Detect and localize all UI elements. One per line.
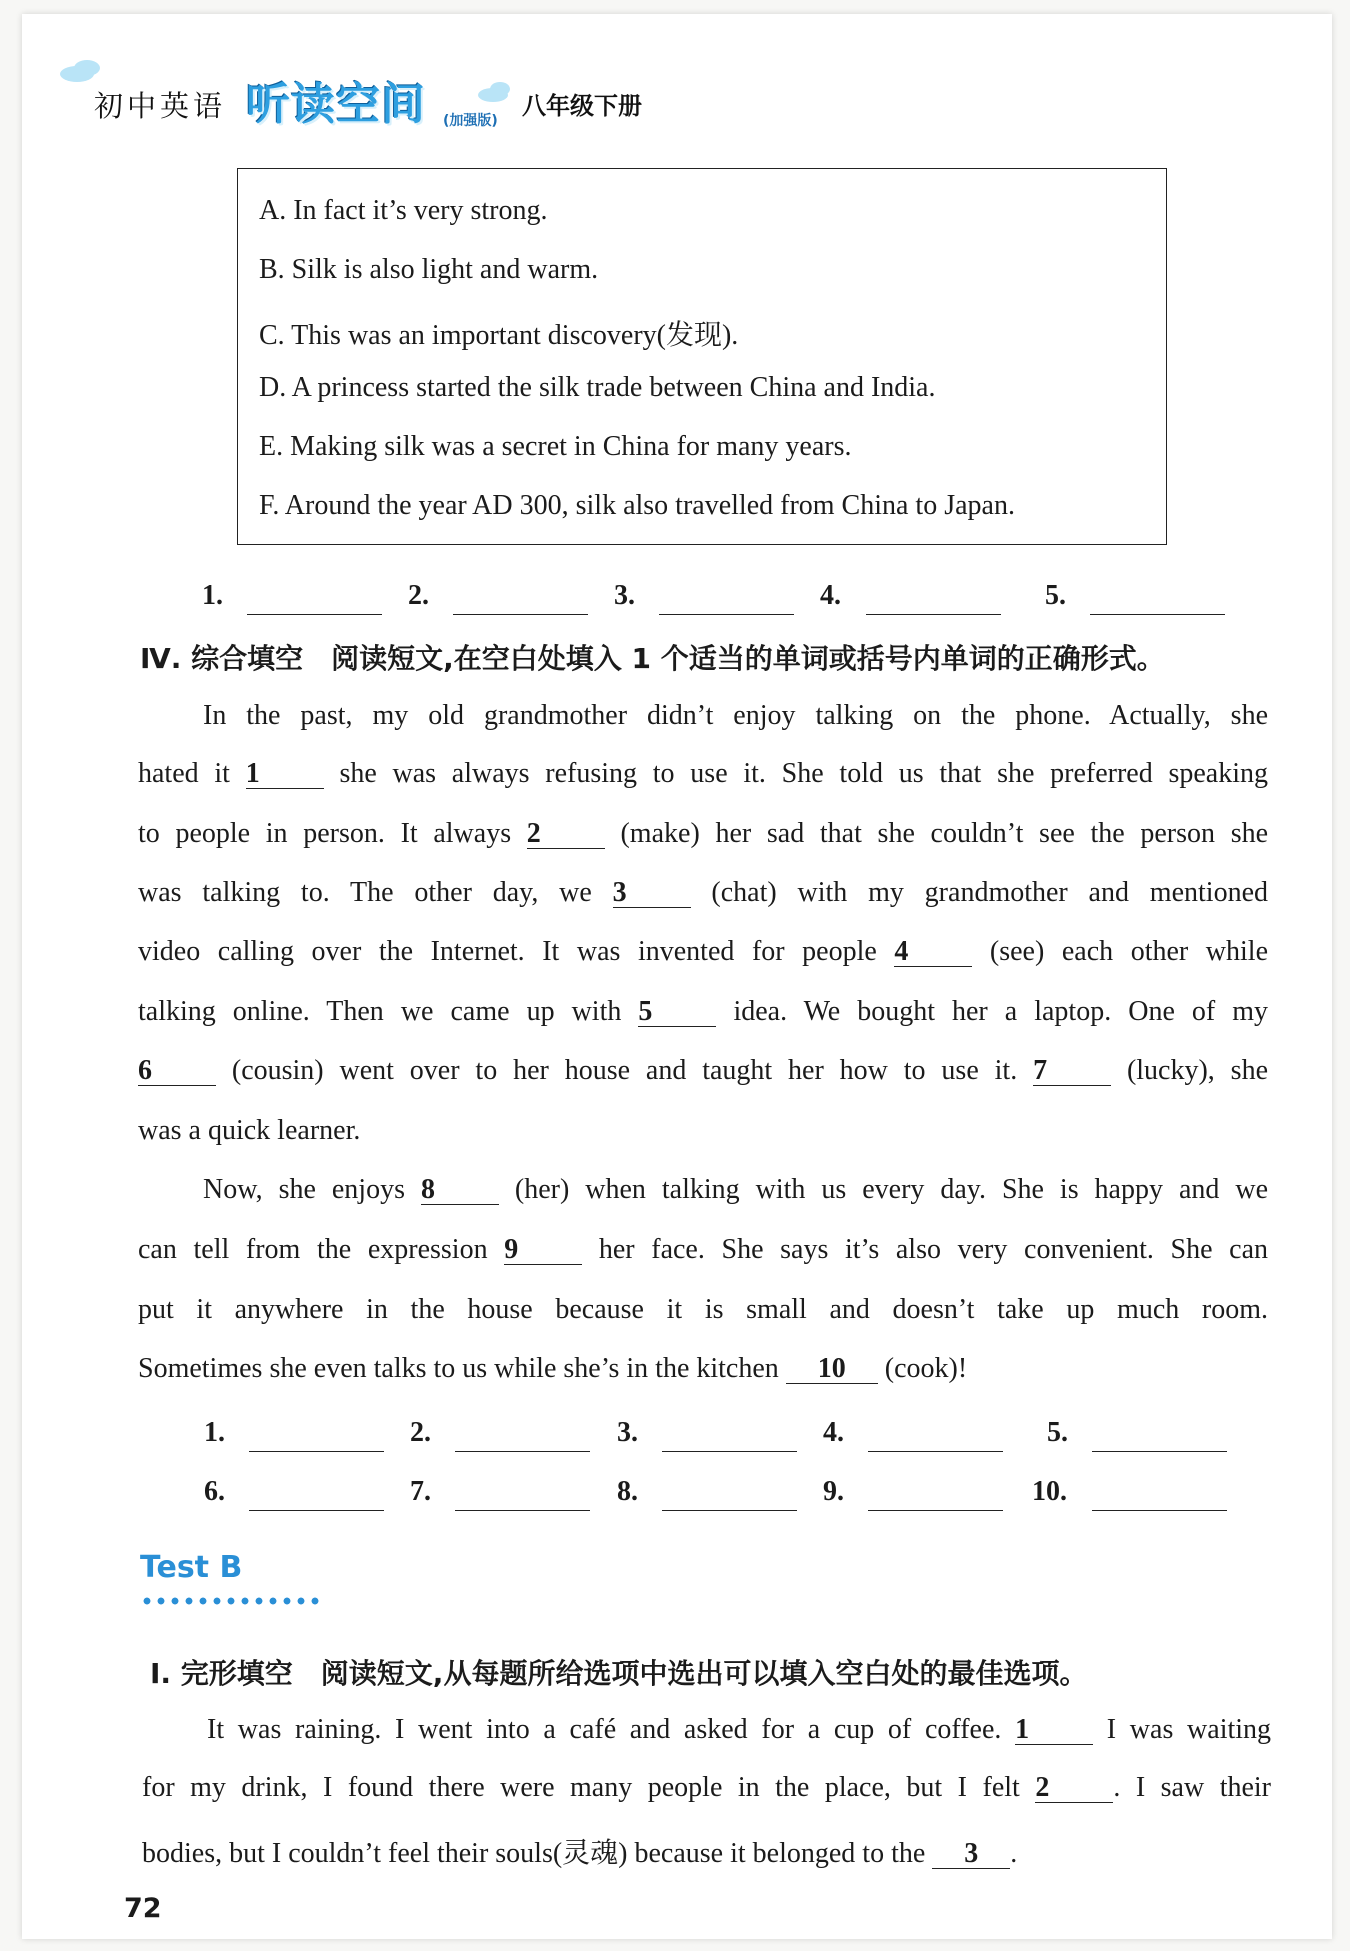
answer-label: 2.: [410, 1417, 431, 1448]
passage-line: In the past, my old grandmother didn’t enjoy talking on the phone. Actually, she: [203, 700, 1268, 731]
passage-line: put it anywhere in the house because it is small and doesn’t take up much room.: [138, 1294, 1268, 1325]
answer-blank[interactable]: [1092, 1510, 1227, 1511]
blank-5[interactable]: 5: [638, 997, 716, 1027]
options-box: [237, 168, 1167, 545]
blank-7[interactable]: 7: [1033, 1056, 1111, 1086]
passage-text: to people in person. It always: [138, 818, 512, 849]
answer-label: 3.: [617, 1417, 638, 1448]
option-b: B. Silk is also light and warm.: [259, 254, 599, 285]
passage-text: can tell from the expression: [138, 1234, 488, 1265]
blank-9[interactable]: 9: [504, 1235, 582, 1265]
answer-blank[interactable]: [866, 614, 1001, 615]
answer-label: 7.: [410, 1476, 431, 1507]
answer-label: 1.: [202, 580, 223, 611]
answer-blank[interactable]: [247, 614, 382, 615]
passage-line: [138, 818, 1268, 850]
blank-10[interactable]: 10: [786, 1354, 878, 1384]
blank-3[interactable]: 3: [613, 878, 691, 908]
grade-label: 八年级下册: [522, 92, 642, 120]
passage-text: . I saw their: [1113, 1772, 1272, 1803]
answer-blank[interactable]: [1090, 614, 1225, 615]
answer-blank[interactable]: [1092, 1451, 1227, 1452]
answer-blank[interactable]: [662, 1510, 797, 1511]
answer-blank[interactable]: [453, 614, 588, 615]
option-d: D. A princess started the silk trade between China and India.: [259, 372, 936, 403]
passage-text: talking online. Then we came up with: [138, 996, 622, 1027]
passage-text: Now, she enjoys: [203, 1174, 405, 1205]
option-f: F. Around the year AD 300, silk also travelled from China to Japan.: [259, 490, 1015, 521]
answer-label: 2.: [408, 580, 429, 611]
cloud-decoration: [74, 60, 100, 76]
passage-text: for my drink, I found there were many people in the place, but I felt: [142, 1772, 1020, 1803]
brand-logo-text: 听读空间: [246, 79, 426, 130]
passage-text: was talking to. The other day, we: [138, 877, 592, 908]
option-a: A. In fact it’s very strong.: [259, 195, 548, 226]
option-e: E. Making silk was a secret in China for many years.: [259, 431, 852, 462]
answer-label: 5.: [1047, 1417, 1068, 1448]
answer-label: 4.: [823, 1417, 844, 1448]
passage-text: (cousin) went over to her house and taught her how to use it.: [231, 1055, 1018, 1086]
blank-4[interactable]: 4: [894, 937, 972, 967]
passage-text: Sometimes she even talks to us while she’s in the kitchen: [138, 1353, 779, 1384]
answer-blank[interactable]: [455, 1451, 590, 1452]
passage-text: (chat) with my grandmother and mentioned: [711, 877, 1268, 908]
edition-label: (加强版): [443, 113, 498, 129]
answer-label: 8.: [617, 1476, 638, 1507]
answer-label: 9.: [823, 1476, 844, 1507]
section-4-title: Ⅳ. 综合填空 阅读短文,在空白处填入 1 个适当的单词或括号内单词的正确形式。: [140, 642, 1165, 675]
passage-line: [142, 1772, 1271, 1804]
passage-line: [207, 1714, 1271, 1746]
answer-label: 1.: [204, 1417, 225, 1448]
passage-text: .: [1010, 1838, 1018, 1869]
blank-2[interactable]: 2: [527, 819, 605, 849]
passage-text: bodies, but I couldn’t feel their souls(灵魂) because it belonged to the: [142, 1838, 926, 1869]
passage-line: [138, 1055, 1268, 1087]
passage-line: [138, 996, 1268, 1028]
passage-line: [138, 1353, 1268, 1385]
answer-blank[interactable]: [249, 1451, 384, 1452]
passage-text: It was raining. I went into a café and asked for a cup of coffee.: [207, 1714, 1002, 1745]
page-number: 72: [124, 1893, 162, 1924]
passage-text: I was waiting: [1106, 1714, 1272, 1745]
passage-line: [138, 877, 1268, 909]
option-c: C. This was an important discovery(发现).: [259, 320, 739, 351]
passage-line: [203, 1174, 1268, 1206]
passage-text: idea. We bought her a laptop. One of my: [733, 996, 1269, 1027]
blank-6[interactable]: 6: [138, 1056, 216, 1086]
answer-label: 6.: [204, 1476, 225, 1507]
passage-text: her face. She says it’s also very convenient. She can: [598, 1234, 1268, 1265]
dotted-underline: [140, 1597, 322, 1605]
blank-1[interactable]: 1: [246, 759, 324, 789]
book-header: [60, 58, 760, 128]
answer-label: 4.: [820, 580, 841, 611]
answer-blank[interactable]: [249, 1510, 384, 1511]
series-title: 初中英语: [94, 89, 227, 123]
test-b-heading: Test B: [140, 1550, 243, 1585]
passage-text: video calling over the Internet. It was invented for people: [138, 936, 877, 967]
passage-line: [138, 1234, 1268, 1266]
passage-text: (make) her sad that she couldn’t see the person she: [620, 818, 1269, 849]
passage-text: (see) each other while: [989, 936, 1268, 967]
answer-blank[interactable]: [868, 1510, 1003, 1511]
answer-label: 5.: [1045, 580, 1066, 611]
cloze-blank-1[interactable]: 1: [1015, 1715, 1093, 1745]
answer-blank[interactable]: [455, 1510, 590, 1511]
cloud-decoration: [490, 82, 510, 96]
passage-line: [142, 1831, 1272, 1871]
passage-text: (cook)!: [884, 1353, 968, 1384]
passage-line: [138, 758, 1268, 790]
cloze-blank-3[interactable]: 3: [932, 1839, 1010, 1869]
answer-blank[interactable]: [868, 1451, 1003, 1452]
passage-text: hated it: [138, 758, 230, 789]
answer-blank[interactable]: [662, 1451, 797, 1452]
passage-text: she was always refusing to use it. She told us that she preferred speaking: [339, 758, 1268, 789]
blank-8[interactable]: 8: [421, 1175, 499, 1205]
passage-line: [138, 936, 1268, 968]
test-b-section-1-title: Ⅰ. 完形填空 阅读短文,从每题所给选项中选出可以填入空白处的最佳选项。: [150, 1657, 1088, 1690]
cloze-blank-2[interactable]: 2: [1035, 1773, 1113, 1803]
answer-label: 3.: [614, 580, 635, 611]
answer-label: 10.: [1032, 1476, 1067, 1507]
passage-text: (lucky), she: [1126, 1055, 1268, 1086]
passage-line: was a quick learner.: [138, 1115, 361, 1146]
passage-text: (her) when talking with us every day. She is happy and we: [514, 1174, 1268, 1205]
answer-blank[interactable]: [659, 614, 794, 615]
